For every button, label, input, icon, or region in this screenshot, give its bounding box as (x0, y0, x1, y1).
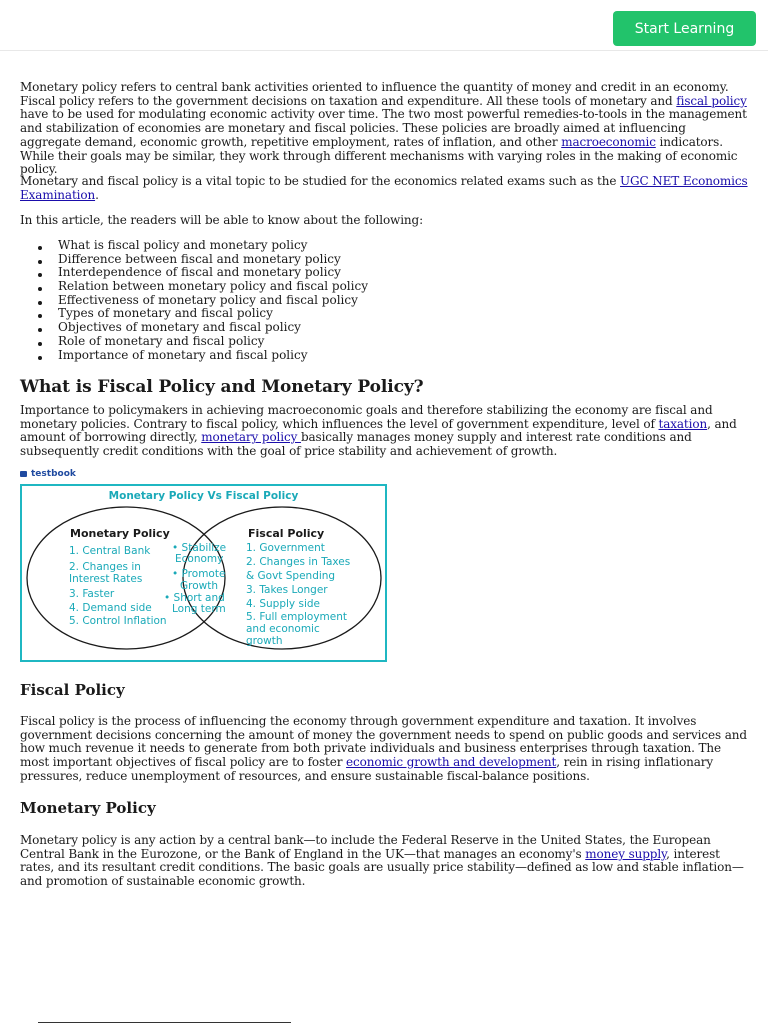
bullet-icon (38, 287, 42, 291)
list-item-label: Interdependence of fiscal and monetary policy (58, 265, 341, 280)
intro-text-1: Monetary policy refers to central bank activities oriented to influence the quantity of money and credit in an economy. Fiscal policy refers to the government decisions on taxation and expenditure. All these tools of monetary and (20, 80, 729, 108)
section1-text-2: , and amount of borrowing directly, (20, 416, 737, 445)
list-item (38, 239, 438, 253)
testbook-logo (20, 469, 76, 479)
bullet-icon (38, 246, 42, 250)
left-item: 2. Changes in (69, 561, 141, 573)
left-circle-heading: Monetary Policy (70, 527, 170, 540)
bottom-divider (38, 1022, 291, 1023)
fiscal-text-2: , rein in rising inflationary pressures, reduce unemployment of resources, and ensure sustainable fiscal-balance positions. (20, 755, 714, 783)
right-item: 2. Changes in Taxes (246, 556, 351, 568)
section-heading-what-is: What is Fiscal Policy and Monetary Policy? (20, 377, 424, 397)
left-item: 4. Demand side (69, 602, 152, 614)
bullet-icon (38, 301, 42, 305)
list-item-label: Effectiveness of monetary policy and fiscal policy (58, 292, 358, 307)
right-item: & Govt Spending (246, 570, 336, 582)
economic-growth-link[interactable]: economic growth and development (346, 755, 557, 770)
list-item (38, 280, 438, 294)
list-item-label: Role of monetary and fiscal policy (58, 333, 265, 348)
venn-diagram-image (20, 469, 387, 662)
list-item (38, 266, 438, 280)
right-item: and economic (246, 623, 320, 635)
section1-text-3: basically manages money supply and interest rate conditions and subsequently credit conditions with the goal of price stability and achievement of growth. (20, 430, 692, 459)
list-item-label: Relation between monetary policy and fiscal policy (58, 279, 368, 294)
list-item (38, 321, 438, 335)
left-item: 1. Central Bank (69, 545, 151, 557)
list-item-label: Objectives of monetary and fiscal policy (58, 320, 301, 335)
middle-item: • Promote (172, 568, 226, 580)
exam-paragraph (20, 175, 748, 202)
bullet-icon (38, 260, 42, 264)
middle-item: Long term (172, 603, 226, 615)
fiscal-policy-heading: Fiscal Policy (20, 681, 125, 699)
diagram-frame (20, 484, 387, 662)
exam-text: Monetary and fiscal policy is a vital topic to be studied for the economics related exams such as the (20, 174, 621, 188)
bullet-icon (38, 356, 42, 360)
right-item: 3. Takes Longer (246, 584, 328, 596)
bullet-icon (38, 273, 42, 277)
left-item: 5. Control Inflation (69, 615, 167, 627)
list-item-label: Difference between fiscal and monetary policy (58, 251, 341, 266)
exam-text-end: . (95, 187, 99, 202)
left-item: Interest Rates (69, 573, 143, 585)
right-circle-heading: Fiscal Policy (248, 527, 325, 540)
intro-text-3: indicators. While their goals may be similar, they work through different mechanisms with varying roles in the making of economic policy. (20, 134, 738, 177)
right-item: 4. Supply side (246, 598, 320, 610)
topics-list (38, 239, 438, 362)
list-item (38, 294, 438, 308)
list-item (38, 307, 438, 321)
brand-label: testbook (31, 469, 76, 479)
middle-item: • Stabilize (172, 542, 227, 554)
middle-item: Growth (180, 580, 219, 592)
fiscal-paragraph (20, 715, 748, 784)
middle-item: • Short and (164, 592, 225, 604)
money-supply-link[interactable]: money supply (585, 846, 667, 861)
bullet-icon (38, 328, 42, 332)
section1-text-1: Importance to policymakers in achieving macroeconomic goals and therefore stabilizing the economy are fiscal and monetary policies. Contrary to fiscal policy, which influences the level of government expenditure, level of (20, 403, 713, 431)
middle-item: Economy (175, 553, 224, 565)
monetary-text-1: Monetary policy is any action by a central bank—to include the Federal Reserve in the United States, the European Central Bank in the Eurozone, or the Bank of England in the UK—that manages an economy's (20, 833, 711, 861)
list-item-label: Importance of monetary and fiscal policy (58, 347, 308, 362)
intro-text-2: have to be used for modulating economic activity over time. The two most powerful remedies-to-tools in the management and stabilization of economies are monetary and fiscal policies. These policies are broadly aimed at influencing aggregate demand, economic growth, repetitive employment, rates of inflation, and other (20, 107, 747, 149)
list-item (38, 253, 438, 267)
ugc-net-link[interactable]: UGC NET Economics Examination (20, 174, 748, 202)
left-item: 3. Faster (69, 588, 115, 600)
testbook-icon (20, 470, 28, 478)
fiscal-text-1: Fiscal policy is the process of influencing the economy through government expenditure and taxation. It involves government decisions concerning the amount of money the government needs to spend on public goods and services and how much revenue it needs to generate from both private individuals and business enterprises through taxation. The most important objectives of fiscal policy are to foster (20, 714, 747, 770)
list-item (38, 349, 438, 363)
diagram-title: Monetary Policy Vs Fiscal Policy (108, 490, 299, 502)
top-bar (0, 0, 768, 51)
list-item-label: Types of monetary and fiscal policy (58, 306, 273, 321)
fiscal-policy-link[interactable]: fiscal policy (676, 93, 747, 108)
monetary-policy-link[interactable]: monetary policy (201, 430, 301, 445)
list-item (38, 335, 438, 349)
section1-paragraph (20, 404, 748, 459)
intro-paragraph (20, 81, 748, 177)
bullet-icon (38, 342, 42, 346)
start-learning-button[interactable]: Start Learning (613, 11, 756, 46)
taxation-link[interactable]: taxation (658, 416, 708, 431)
toc-intro: In this article, the readers will be able to know about the following: (20, 213, 424, 227)
right-item: 5. Full employment (246, 611, 348, 623)
monetary-text-2: , interest rates, and its resultant credit conditions. The basic goals are usually price stability—defined as low and stable inflation—and promotion of sustainable economic growth. (20, 846, 744, 889)
monetary-paragraph (20, 834, 748, 889)
monetary-policy-heading: Monetary Policy (20, 799, 156, 817)
macroeconomic-link[interactable]: macroeconomic (561, 134, 656, 149)
list-item-label: What is fiscal policy and monetary policy (58, 238, 308, 252)
right-item: 1. Government (246, 542, 325, 554)
bullet-icon (38, 314, 42, 318)
right-item: growth (246, 635, 283, 647)
